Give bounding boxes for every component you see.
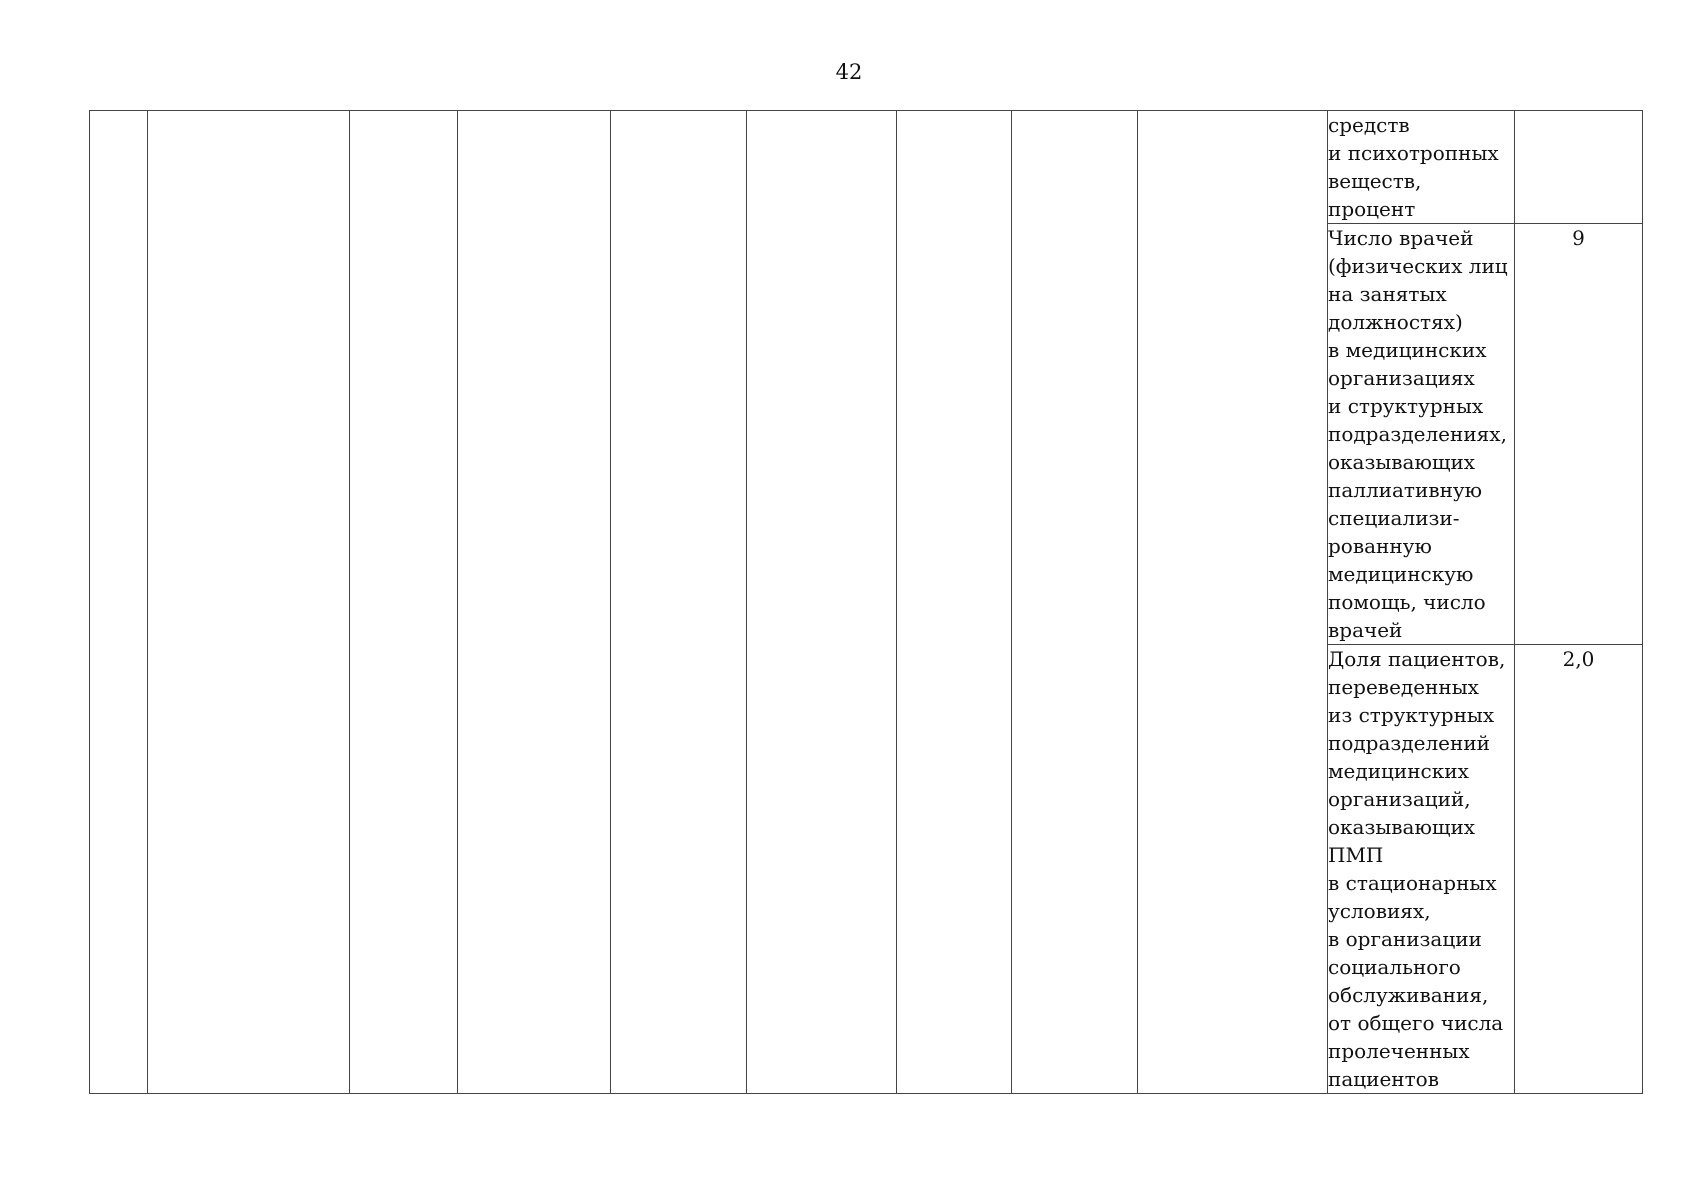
empty-cell-col-7	[897, 111, 1012, 1094]
empty-cell-col-1	[90, 111, 148, 1094]
value-cell	[1515, 111, 1643, 224]
indicators-table	[89, 110, 1643, 1094]
empty-cell-col-2	[148, 111, 350, 1094]
table-row	[90, 111, 1643, 224]
indicator-cell: Число врачей (физических лиц на занятых должностях) в медицинских организациях и структурных подразделениях, оказывающих паллиативную специализи- рованную медицинскую помощь, число врачей	[1328, 224, 1515, 645]
value-cell: 9	[1515, 224, 1643, 645]
empty-cell-col-4	[458, 111, 611, 1094]
value-cell: 2,0	[1515, 645, 1643, 1094]
indicator-cell: средств и психотропных веществ, процент	[1328, 111, 1515, 224]
empty-cell-col-8	[1012, 111, 1138, 1094]
indicator-cell: Доля пациентов, переведенных из структурных подразделений медицинских организаций, оказывающих ПМП в стационарных условиях, в организации социального обслуживания, от общего числа пролеченных пациентов	[1328, 645, 1515, 1094]
empty-cell-col-9	[1138, 111, 1328, 1094]
page-number: 42	[835, 60, 863, 84]
empty-cell-col-6	[747, 111, 897, 1094]
empty-cell-col-3	[350, 111, 458, 1094]
empty-cell-col-5	[611, 111, 747, 1094]
